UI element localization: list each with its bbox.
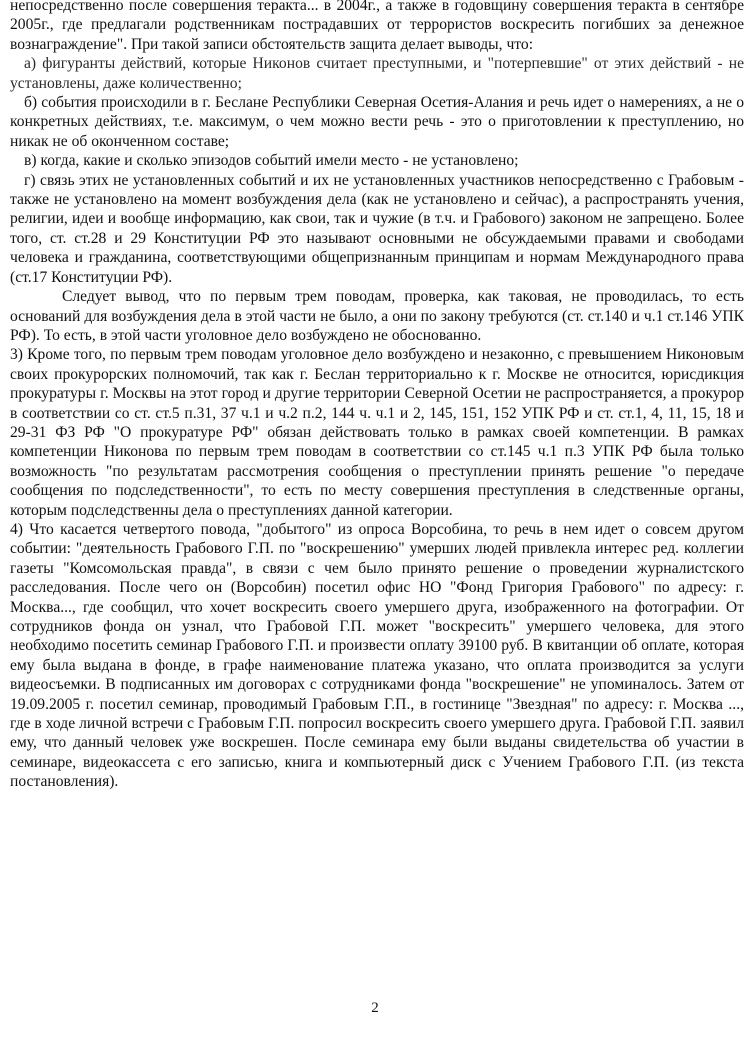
paragraph-item-g: г) связь этих не установленных событий и их не установленных участников непосредственно с Грабовым - также не установлено на момент возбуждения дела (как не установлено и сейчас), а распространять учения, религии, идеи и вообще информацию, как свои, так и чужие (в т.ч. и Грабового) законом не запрещено. Более того, ст. ст.28 и 29 Конституции РФ это называют основными не обсуждаемыми правами и свободами человека и гражданина, соответствующими общепризнанным принципам и нормам Международного права (ст.17 Конституции РФ). xyxy=(10,171,744,286)
page-number: 2 xyxy=(371,1000,379,1016)
paragraph-intro: непосредственно после совершения теракта... в 2004г., а также в годовщину совершения теракта в сентябре 2005г., где предлагали родственникам пострадавших от террористов воскресить погибших за денежное вознаграждение". При такой записи обстоятельств защита делает выводы, что: xyxy=(10,0,744,53)
paragraph-item-v: в) когда, какие и сколько эпизодов событий имели место - не установлено; xyxy=(24,152,519,170)
paragraph-item-a: а) фигуранты действий, которые Никонов считает преступными, и "потерпевшие" от этих действий - не установлены, даже количественно; xyxy=(10,55,744,92)
paragraph-conclusion: Следует вывод, что по первым трем поводам, проверка, как таковая, не проводилась, то есть оснований для возбуждения дела в этой части не было, а они по закону требуются (ст. ст.140 и ч.1 ст.146 УПК РФ). То есть, в этой части уголовное дело возбуждено не обоснованно. xyxy=(10,288,744,344)
paragraph-item-b: б) события происходили в г. Беслане Республики Северная Осетия-Алания и речь идет о намерениях, а не о конкретных действиях, т.е. максимум, о чем можно вести речь - это о приготовлении к преступлению, но никак не об оконченном составе; xyxy=(10,94,744,150)
paragraph-item-3: 3) Кроме того, по первым трем поводам уголовное дело возбуждено и незаконно, с превышением Никоновым своих прокурорских полномочий, так как г. Беслан территориально к г. Москве не относится, юрисдикция прокуратуры г. Москвы на этот город и другие территории Северной Осетии не распространяется, а прокурор в соответствии со ст. ст.5 п.31, 37 ч.1 и ч.2 п.2, 144 ч. ч.1 и 2, 145, 151, 152 УПК РФ и ст. ст.1, 4, 11, 15, 18 и 29-31 ФЗ РФ "О прокуратуре РФ" обязан действовать только в рамках своей компетенции. В рамках компетенции Никонова по первым трем поводам в соответствии со ст.145 ч.1 п.3 УПК РФ была только возможность "по результатам рассмотрения сообщения о преступлении принять решение "о передаче сообщения по подследственности", то есть по месту совершения преступления в следственные органы, которым подследственны дела о преступлениях данной категории. xyxy=(10,346,744,519)
paragraph-item-4: 4) Что касается четвертого повода, "добытого" из опроса Ворсобина, то речь в нем идет о совсем другом событии: "деятельность Грабового Г.П. по "воскрешению" умерших людей привлекла интерес ред. коллегии газеты "Комсомольская правда", в связи с чем было принято решение о проведении журналистского расследования. После чего он (Ворсобин) посетил офис НО "Фонд Григория Грабового" по адресу: г. Москва..., где сообщил, что хочет воскресить своего умершего друга, изображенного на фотографии. От сотрудников фонда он узнал, что Грабовой Г.П. может "воскресить" умершего человека, для этого необходимо посетить семинар Грабового Г.П. и произвести оплату 39100 руб. В квитанции об оплате, которая ему была выдана в фонде, в графе наименование платежа указано, что оплата производится за услуги видеосъемки. В подписанных им договорах с сотрудниками фонда "воскрешение" не упоминалось. Затем от 19.09.2005 г. посетил семинар, проводимый Грабовым Г.П., в гостинице "Звездная" по адресу: г. Москва ..., где в ходе личной встречи с Грабовым Г.П. попросил воскресить своего умершего друга. Грабовой Г.П. заявил ему, что данный человек уже воскрешен. После семинара ему были выданы свидетельства об участии в семинаре, видеокассета с его записью, книга и компьютерный диск с Учением Грабового Г.П. (из текста постановления). xyxy=(10,520,744,791)
